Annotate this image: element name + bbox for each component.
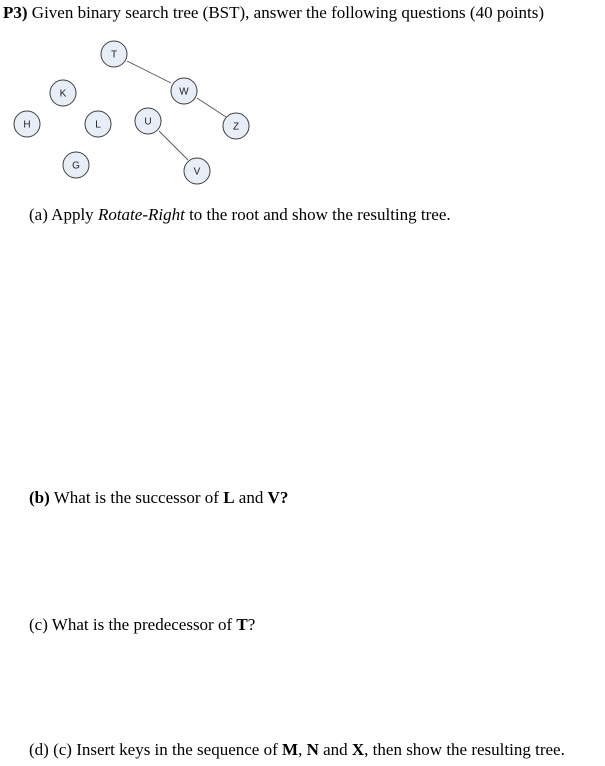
tree-node-g [63, 152, 89, 178]
question-c [29, 615, 255, 635]
question-b [29, 488, 288, 508]
tree-node-k [50, 80, 76, 106]
tree-node-z [223, 113, 249, 139]
question-d-sep2: and [318, 740, 352, 759]
problem-statement: Given binary search tree (BST), answer the following questions (40 points) [27, 3, 545, 22]
question-b-text1: What is the successor of [49, 488, 224, 507]
question-a-prefix: (a) Apply [29, 205, 98, 224]
question-d-key1: M [282, 740, 299, 759]
tree-node-u [135, 108, 161, 134]
tree-node-w [171, 78, 197, 104]
edge-t-w [127, 61, 171, 83]
question-b-text2: and [234, 488, 268, 507]
edge-u-v [159, 131, 188, 160]
svg-text:Z: Z [232, 121, 240, 133]
svg-text:L: L [95, 119, 101, 131]
svg-text:H: H [23, 119, 31, 131]
tree-node-h [14, 111, 40, 137]
question-c-prefix: (c) What is the predecessor of [29, 615, 237, 634]
question-b-prefix: (b) [29, 488, 50, 507]
edge-w-z [197, 98, 226, 117]
svg-text:U: U [144, 116, 152, 128]
question-b-key2: V? [267, 488, 289, 507]
problem-number: P3) [3, 3, 28, 22]
question-d-sep1: , [298, 740, 307, 759]
question-c-key: T [236, 615, 248, 634]
svg-text:G: G [72, 160, 80, 172]
question-c-suffix: ? [247, 615, 256, 634]
question-a-operation: Rotate-Right [97, 205, 185, 224]
bst-diagram [0, 38, 270, 198]
tree-node-t [101, 41, 127, 67]
tree-node-v [184, 158, 210, 184]
tree-node-l [85, 111, 111, 137]
question-d-key3: X [351, 740, 365, 759]
question-d-suffix: , then show the resulting tree. [364, 740, 565, 759]
question-d-prefix: (d) (c) Insert keys in the sequence of [29, 740, 283, 759]
question-a-suffix: to the root and show the resulting tree. [184, 205, 451, 224]
svg-text:W: W [179, 86, 189, 98]
question-d-key2: N [306, 740, 319, 759]
svg-text:T: T [110, 49, 118, 61]
question-b-key1: L [223, 488, 235, 507]
problem-title [3, 3, 544, 23]
svg-text:K: K [59, 88, 67, 100]
question-a [29, 205, 451, 225]
question-d [29, 740, 565, 760]
svg-text:V: V [193, 166, 201, 178]
